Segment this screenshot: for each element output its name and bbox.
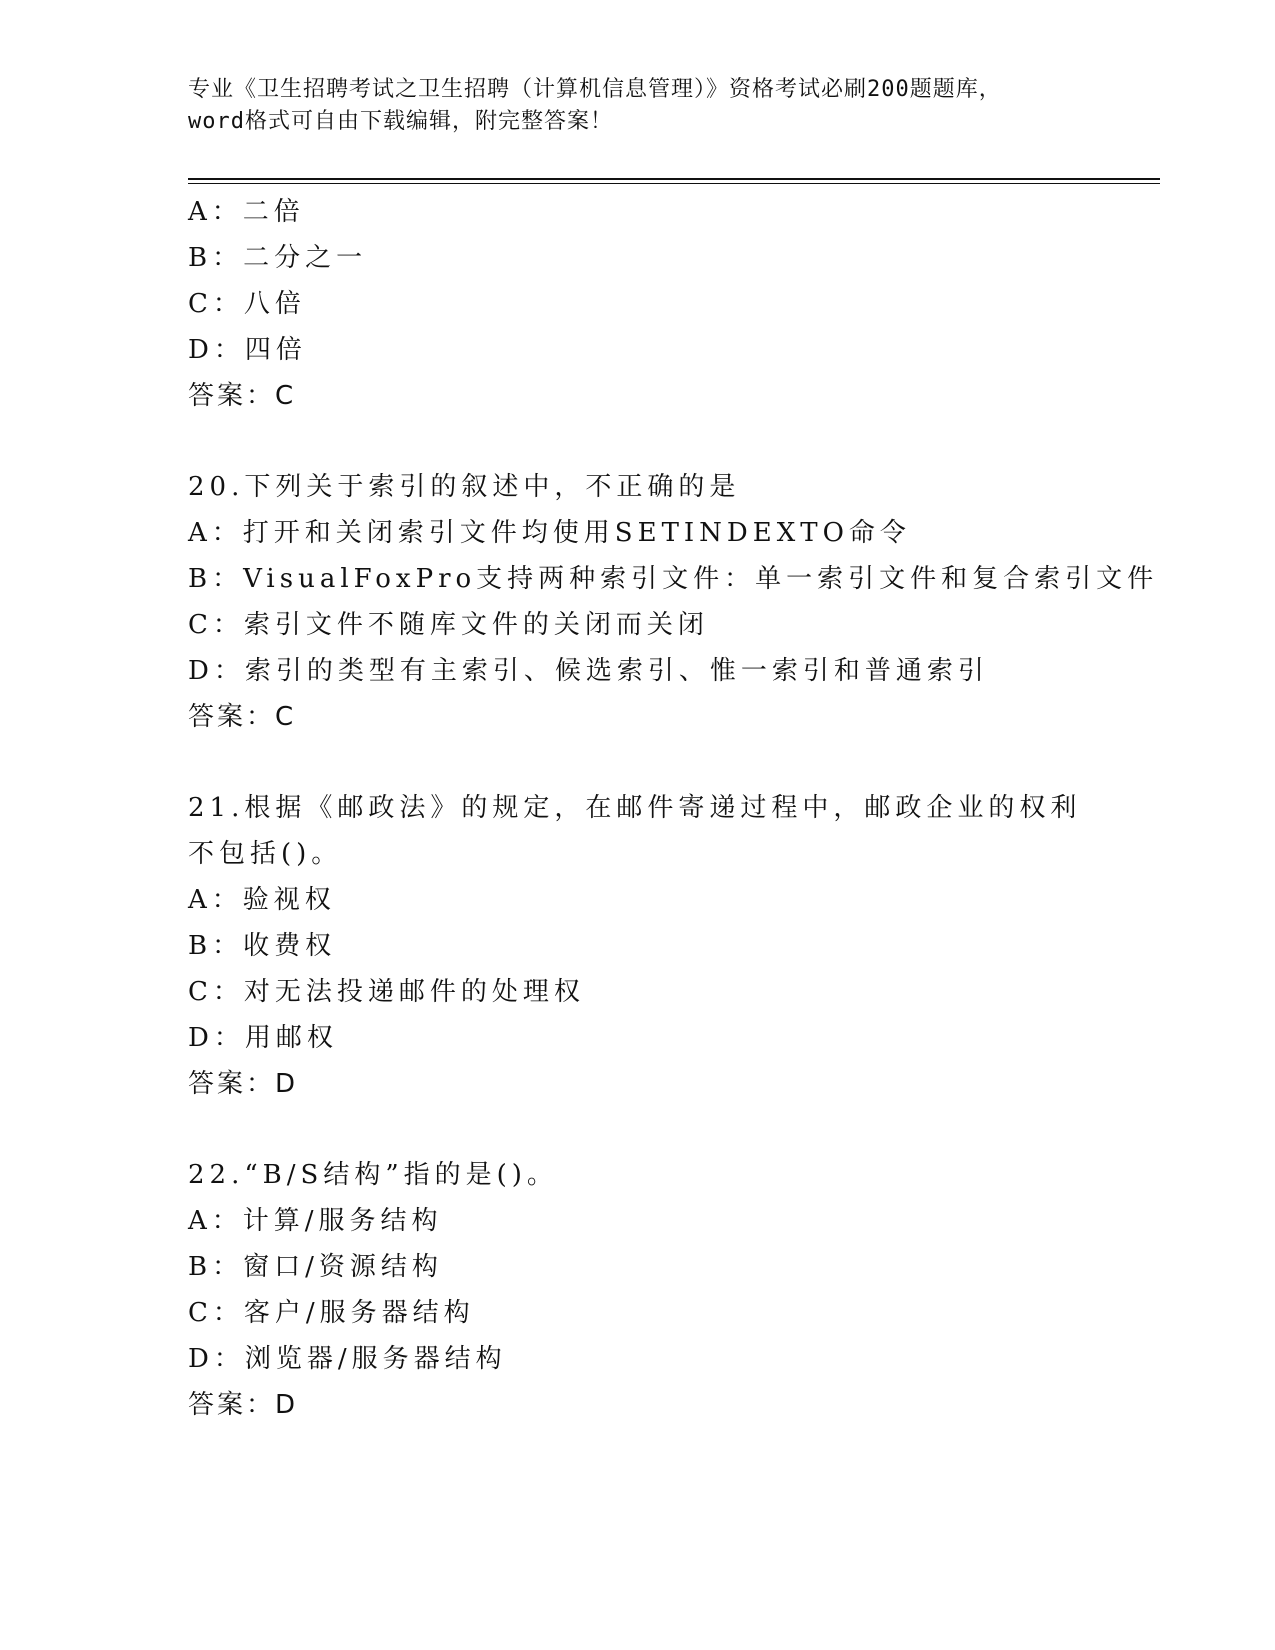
question-block-21 (188, 785, 1168, 1107)
question-list (188, 189, 1168, 1428)
option-c: C：客户/服务器结构 (188, 1298, 475, 1328)
option-d: D：四倍 (188, 335, 307, 365)
option-a: A：二倍 (188, 197, 305, 227)
option-d: D：索引的类型有主索引、候选索引、惟一索引和普通索引 (188, 656, 989, 686)
question-block-22 (188, 1152, 1168, 1428)
header-line-1: 专业《卫生招聘考试之卫生招聘（计算机信息管理）》资格考试必刷200题题库， (188, 77, 1002, 102)
answer-line: 答案：C (188, 702, 297, 732)
question-block-20 (188, 464, 1168, 740)
option-a: A：验视权 (188, 885, 336, 915)
option-b: B：二分之一 (188, 243, 368, 273)
question-stem: 21.根据《邮政法》的规定，在邮件寄递过程中，邮政企业的权利不包括()。 (188, 793, 1082, 869)
answer-line: 答案：D (188, 1390, 299, 1420)
question-stem: 20.下列关于索引的叙述中，不正确的是 (188, 472, 741, 502)
document-header (188, 74, 1088, 138)
option-b: B：收费权 (188, 931, 337, 961)
option-b: B：VisualFoxPro支持两种索引文件：单一索引文件和复合索引文件 (188, 564, 1159, 594)
header-divider-thick (188, 178, 1160, 180)
option-b: B：窗口/资源结构 (188, 1252, 443, 1282)
header-divider-thin (188, 183, 1160, 184)
header-line-2: word格式可自由下载编辑，附完整答案！ (188, 109, 613, 134)
option-d: D：浏览器/服务器结构 (188, 1344, 507, 1374)
answer-line: 答案：D (188, 1069, 299, 1099)
option-a: A：计算/服务结构 (188, 1206, 443, 1236)
question-stem: 22.“B/S结构”指的是()。 (188, 1160, 558, 1190)
question-block-19 (188, 189, 1168, 419)
option-c: C：对无法投递邮件的处理权 (188, 977, 585, 1007)
answer-line: 答案：C (188, 381, 297, 411)
option-c: C：索引文件不随库文件的关闭而关闭 (188, 610, 709, 640)
option-a: A：打开和关闭索引文件均使用SETINDEXTO命令 (188, 518, 911, 548)
option-c: C：八倍 (188, 289, 306, 319)
option-d: D：用邮权 (188, 1023, 338, 1053)
